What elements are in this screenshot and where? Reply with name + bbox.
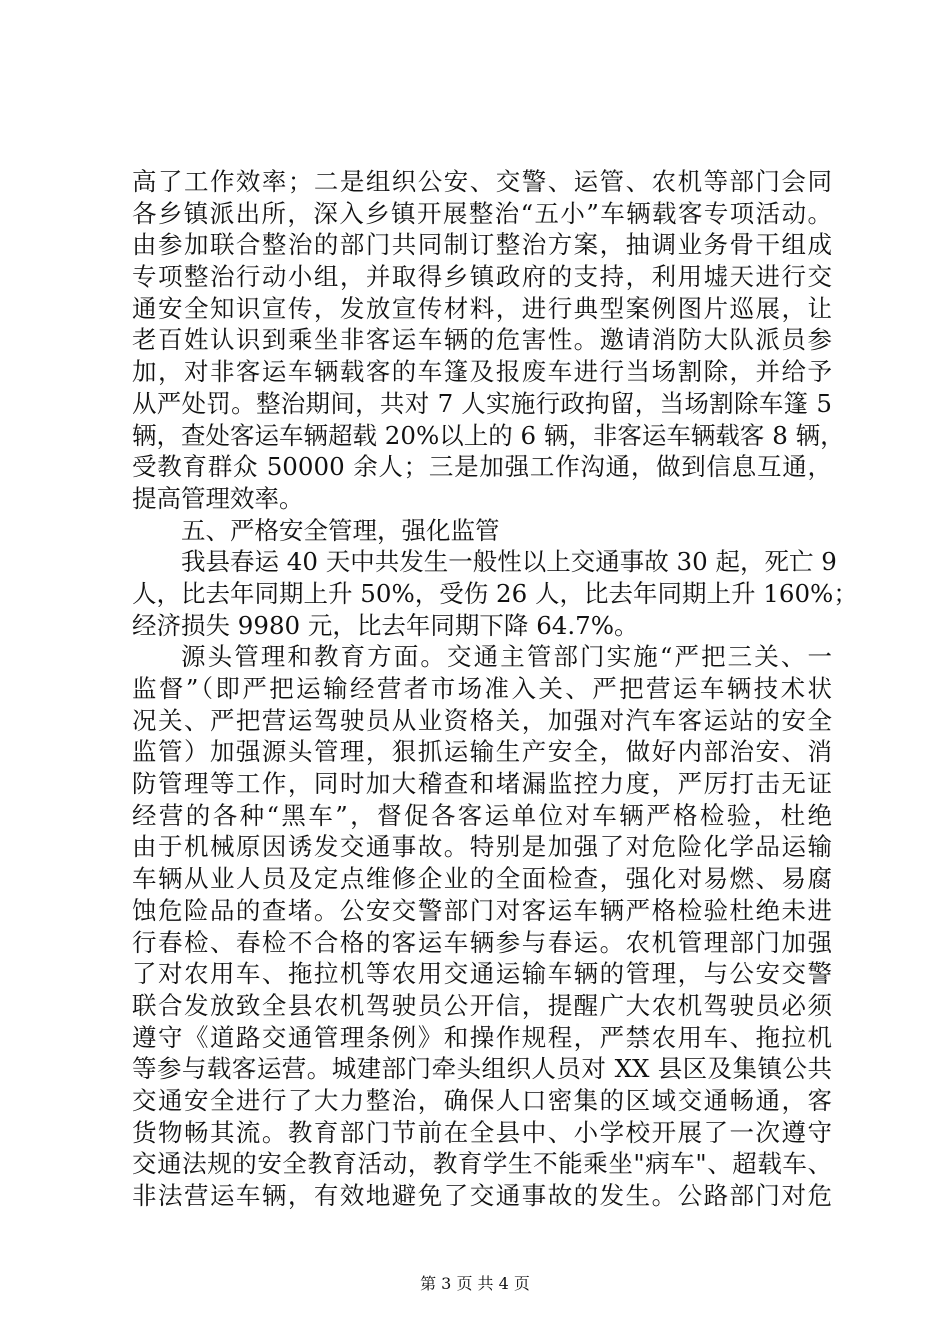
- text-line: 交通安全进行了大力整治，确保人口密集的区域交通畅通，客: [132, 1085, 832, 1115]
- text-line: 联合发放致全县农机驾驶员公开信，提醒广大农机驾驶员必须: [132, 990, 832, 1020]
- text-line: 蚀危险品的查堵。公安交警部门对客运车辆严格检验杜绝未进: [132, 895, 832, 925]
- text-line: 辆，查处客运车辆超载 20%以上的 6 辆，非客运车辆载客 8 辆，: [132, 420, 845, 450]
- text-line: 经营的各种“黑车”，督促各客运单位对车辆严格检验，杜绝: [132, 800, 832, 830]
- text-line: 防管理等工作，同时加大稽查和堵漏监控力度，严厉打击无证: [132, 769, 832, 799]
- text-line: 受教育群众 50000 余人；三是加强工作沟通，做到信息互通，: [132, 452, 832, 482]
- text-line: 经济损失 9980 元，比去年同期下降 64.7%。: [132, 610, 639, 640]
- text-line: 由于机械原因诱发交通事故。特别是加强了对危险化学品运输: [132, 832, 832, 862]
- text-line: 监管）加强源头管理，狠抓运输生产安全，做好内部治安、消: [132, 737, 832, 767]
- text-line: 各乡镇派出所，深入乡镇开展整治“五小”车辆载客专项活动。: [132, 198, 832, 228]
- text-line: 源头管理和教育方面。交通主管部门实施“严把三关、一: [181, 642, 832, 672]
- text-line: 货物畅其流。教育部门节前在全县中、小学校开展了一次遵守: [132, 1117, 832, 1147]
- document-body: [132, 166, 858, 1212]
- text-line: 行春检、春检不合格的客运车辆参与春运。农机管理部门加强: [132, 927, 832, 957]
- text-line: 加，对非客运车辆载客的车篷及报废车进行当场割除，并给予: [132, 357, 832, 387]
- text-line: 专项整治行动小组，并取得乡镇政府的支持，利用墟天进行交: [132, 262, 832, 292]
- text-line: 非法营运车辆，有效地避免了交通事故的发生。公路部门对危: [132, 1181, 832, 1210]
- text-line: 高了工作效率；二是组织公安、交警、运管、农机等部门会同: [132, 167, 832, 196]
- text-line: 况关、严把营运驾驶员从业资格关，加强对汽车客运站的安全: [132, 705, 832, 735]
- text-line: 交通法规的安全教育活动，教育学生不能乘坐"病车"、超载车、: [132, 1149, 832, 1179]
- text-line: 通安全知识宣传，发放宣传材料，进行典型案例图片巡展，让: [132, 293, 832, 323]
- text-line: 从严处罚。整治期间，共对 7 人实施行政拘留，当场割除车篷 5: [132, 388, 832, 418]
- text-line: 老百姓认识到乘坐非客运车辆的危害性。邀请消防大队派员参: [132, 325, 832, 355]
- page-footer: 第 3 页 共 4 页: [420, 1274, 530, 1293]
- text-line: 监督”（即严把运输经营者市场准入关、严把营运车辆技术状: [132, 674, 832, 703]
- text-line: 车辆从业人员及定点维修企业的全面检查，强化对易燃、易腐: [132, 864, 832, 894]
- text-line: 我县春运 40 天中共发生一般性以上交通事故 30 起，死亡 9: [181, 547, 837, 577]
- text-line: 人，比去年同期上升 50%，受伤 26 人，比去年同期上升 160%；: [132, 578, 858, 608]
- text-line: 由参加联合整治的部门共同制订整治方案，抽调业务骨干组成: [132, 230, 832, 260]
- text-line: 提高管理效率。: [132, 483, 304, 513]
- text-line: 遵守《道路交通管理条例》和操作规程，严禁农用车、拖拉机: [132, 1022, 832, 1052]
- text-line: 了对农用车、拖拉机等农用交通运输车辆的管理，与公安交警: [132, 959, 832, 989]
- text-line: 等参与载客运营。城建部门牵头组织人员对 XX 县区及集镇公共: [132, 1054, 832, 1084]
- text-line: 五、严格安全管理，强化监管: [181, 515, 500, 545]
